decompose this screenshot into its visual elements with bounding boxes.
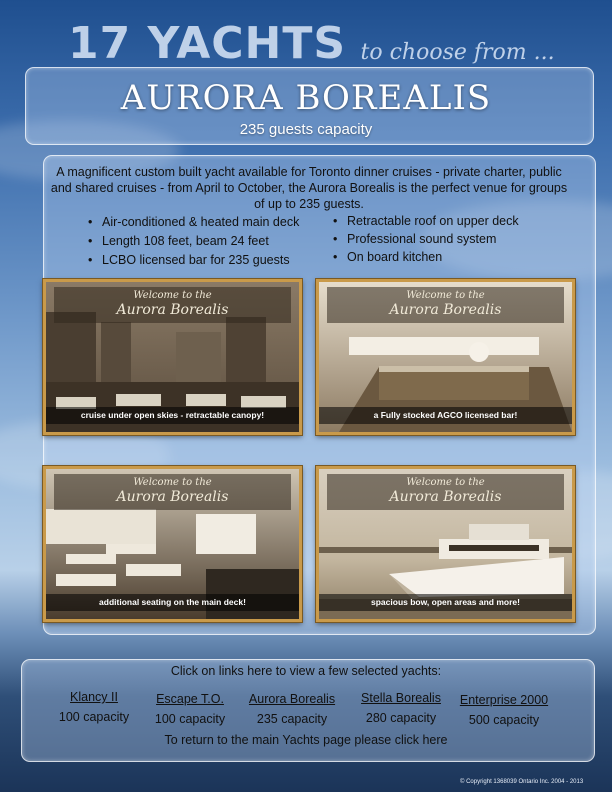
yacht-link-stella-borealis[interactable]	[352, 691, 450, 725]
intro-paragraph: A magnificent custom built yacht available for Toronto dinner cruises - private charter, public and shared cruises - from April to October, the Aurora Borealis is the perfect venue for groups of up to 235 guests.	[50, 165, 568, 211]
welcome-line1: Welcome to the	[133, 477, 212, 488]
welcome-line1: Welcome to the	[133, 290, 212, 301]
return-main-yachts-link[interactable]: To return to the main Yachts page please click here	[164, 733, 448, 747]
yacht-link-name[interactable]: Aurora Borealis	[248, 692, 336, 706]
photo-caption: spacious bow, open areas and more!	[319, 594, 572, 611]
welcome-banner	[54, 474, 291, 510]
yacht-capacity: 100 capacity	[58, 710, 130, 724]
header-script-text: to choose from ...	[360, 40, 555, 65]
features-list-right	[333, 212, 519, 266]
welcome-banner	[54, 287, 291, 323]
photo-caption: additional seating on the main deck!	[46, 594, 299, 611]
photo-upper-deck	[43, 279, 302, 435]
yacht-link-name[interactable]: Stella Borealis	[361, 691, 441, 705]
yacht-link-klancy-ii[interactable]	[53, 690, 135, 724]
photo-bar	[316, 279, 575, 435]
welcome-line1: Welcome to the	[406, 477, 485, 488]
yacht-link-name[interactable]: Enterprise 2000	[459, 693, 549, 707]
yacht-link-name[interactable]: Klancy II	[70, 690, 118, 704]
yacht-capacity: 235 capacity	[256, 712, 328, 726]
welcome-line1: Welcome to the	[406, 290, 485, 301]
welcome-line2: Aurora Borealis	[389, 302, 502, 318]
page-title: AURORA BOREALIS	[120, 78, 492, 118]
welcome-banner	[327, 287, 564, 323]
capacity-subtitle: 235 guests capacity	[239, 121, 373, 138]
welcome-banner	[327, 474, 564, 510]
feature-item: • LCBO licensed bar for 235 guests	[88, 251, 299, 270]
links-intro: Click on links here to view a few selected yachts:	[170, 664, 442, 678]
yacht-link-name[interactable]: Escape T.O.	[156, 692, 224, 706]
yacht-link-aurora-borealis[interactable]	[243, 692, 341, 726]
yacht-link-escape-to[interactable]	[148, 692, 232, 726]
photo-main-deck	[43, 466, 302, 622]
yacht-capacity: 280 capacity	[365, 711, 437, 725]
photo-bow	[316, 466, 575, 622]
header-big-text: 17 YACHTS	[68, 18, 347, 69]
feature-item: • On board kitchen	[333, 248, 519, 266]
welcome-line2: Aurora Borealis	[389, 489, 502, 505]
welcome-line2: Aurora Borealis	[116, 302, 229, 318]
copyright: © Copyright 1368039 Ontario Inc. 2004 - 2013	[460, 779, 584, 785]
yacht-link-enterprise-2000[interactable]	[455, 693, 553, 727]
feature-item: • Retractable roof on upper deck	[333, 212, 519, 230]
welcome-line2: Aurora Borealis	[116, 489, 229, 505]
photo-caption: cruise under open skies - retractable canopy!	[46, 407, 299, 424]
feature-item: • Air-conditioned & heated main deck	[88, 213, 299, 232]
yacht-capacity: 500 capacity	[468, 713, 540, 727]
photo-caption: a Fully stocked AGCO licensed bar!	[319, 407, 572, 424]
feature-item: • Professional sound system	[333, 230, 519, 248]
yacht-capacity: 100 capacity	[154, 712, 226, 726]
features-list-left	[88, 213, 299, 270]
feature-item: • Length 108 feet, beam 24 feet	[88, 232, 299, 251]
